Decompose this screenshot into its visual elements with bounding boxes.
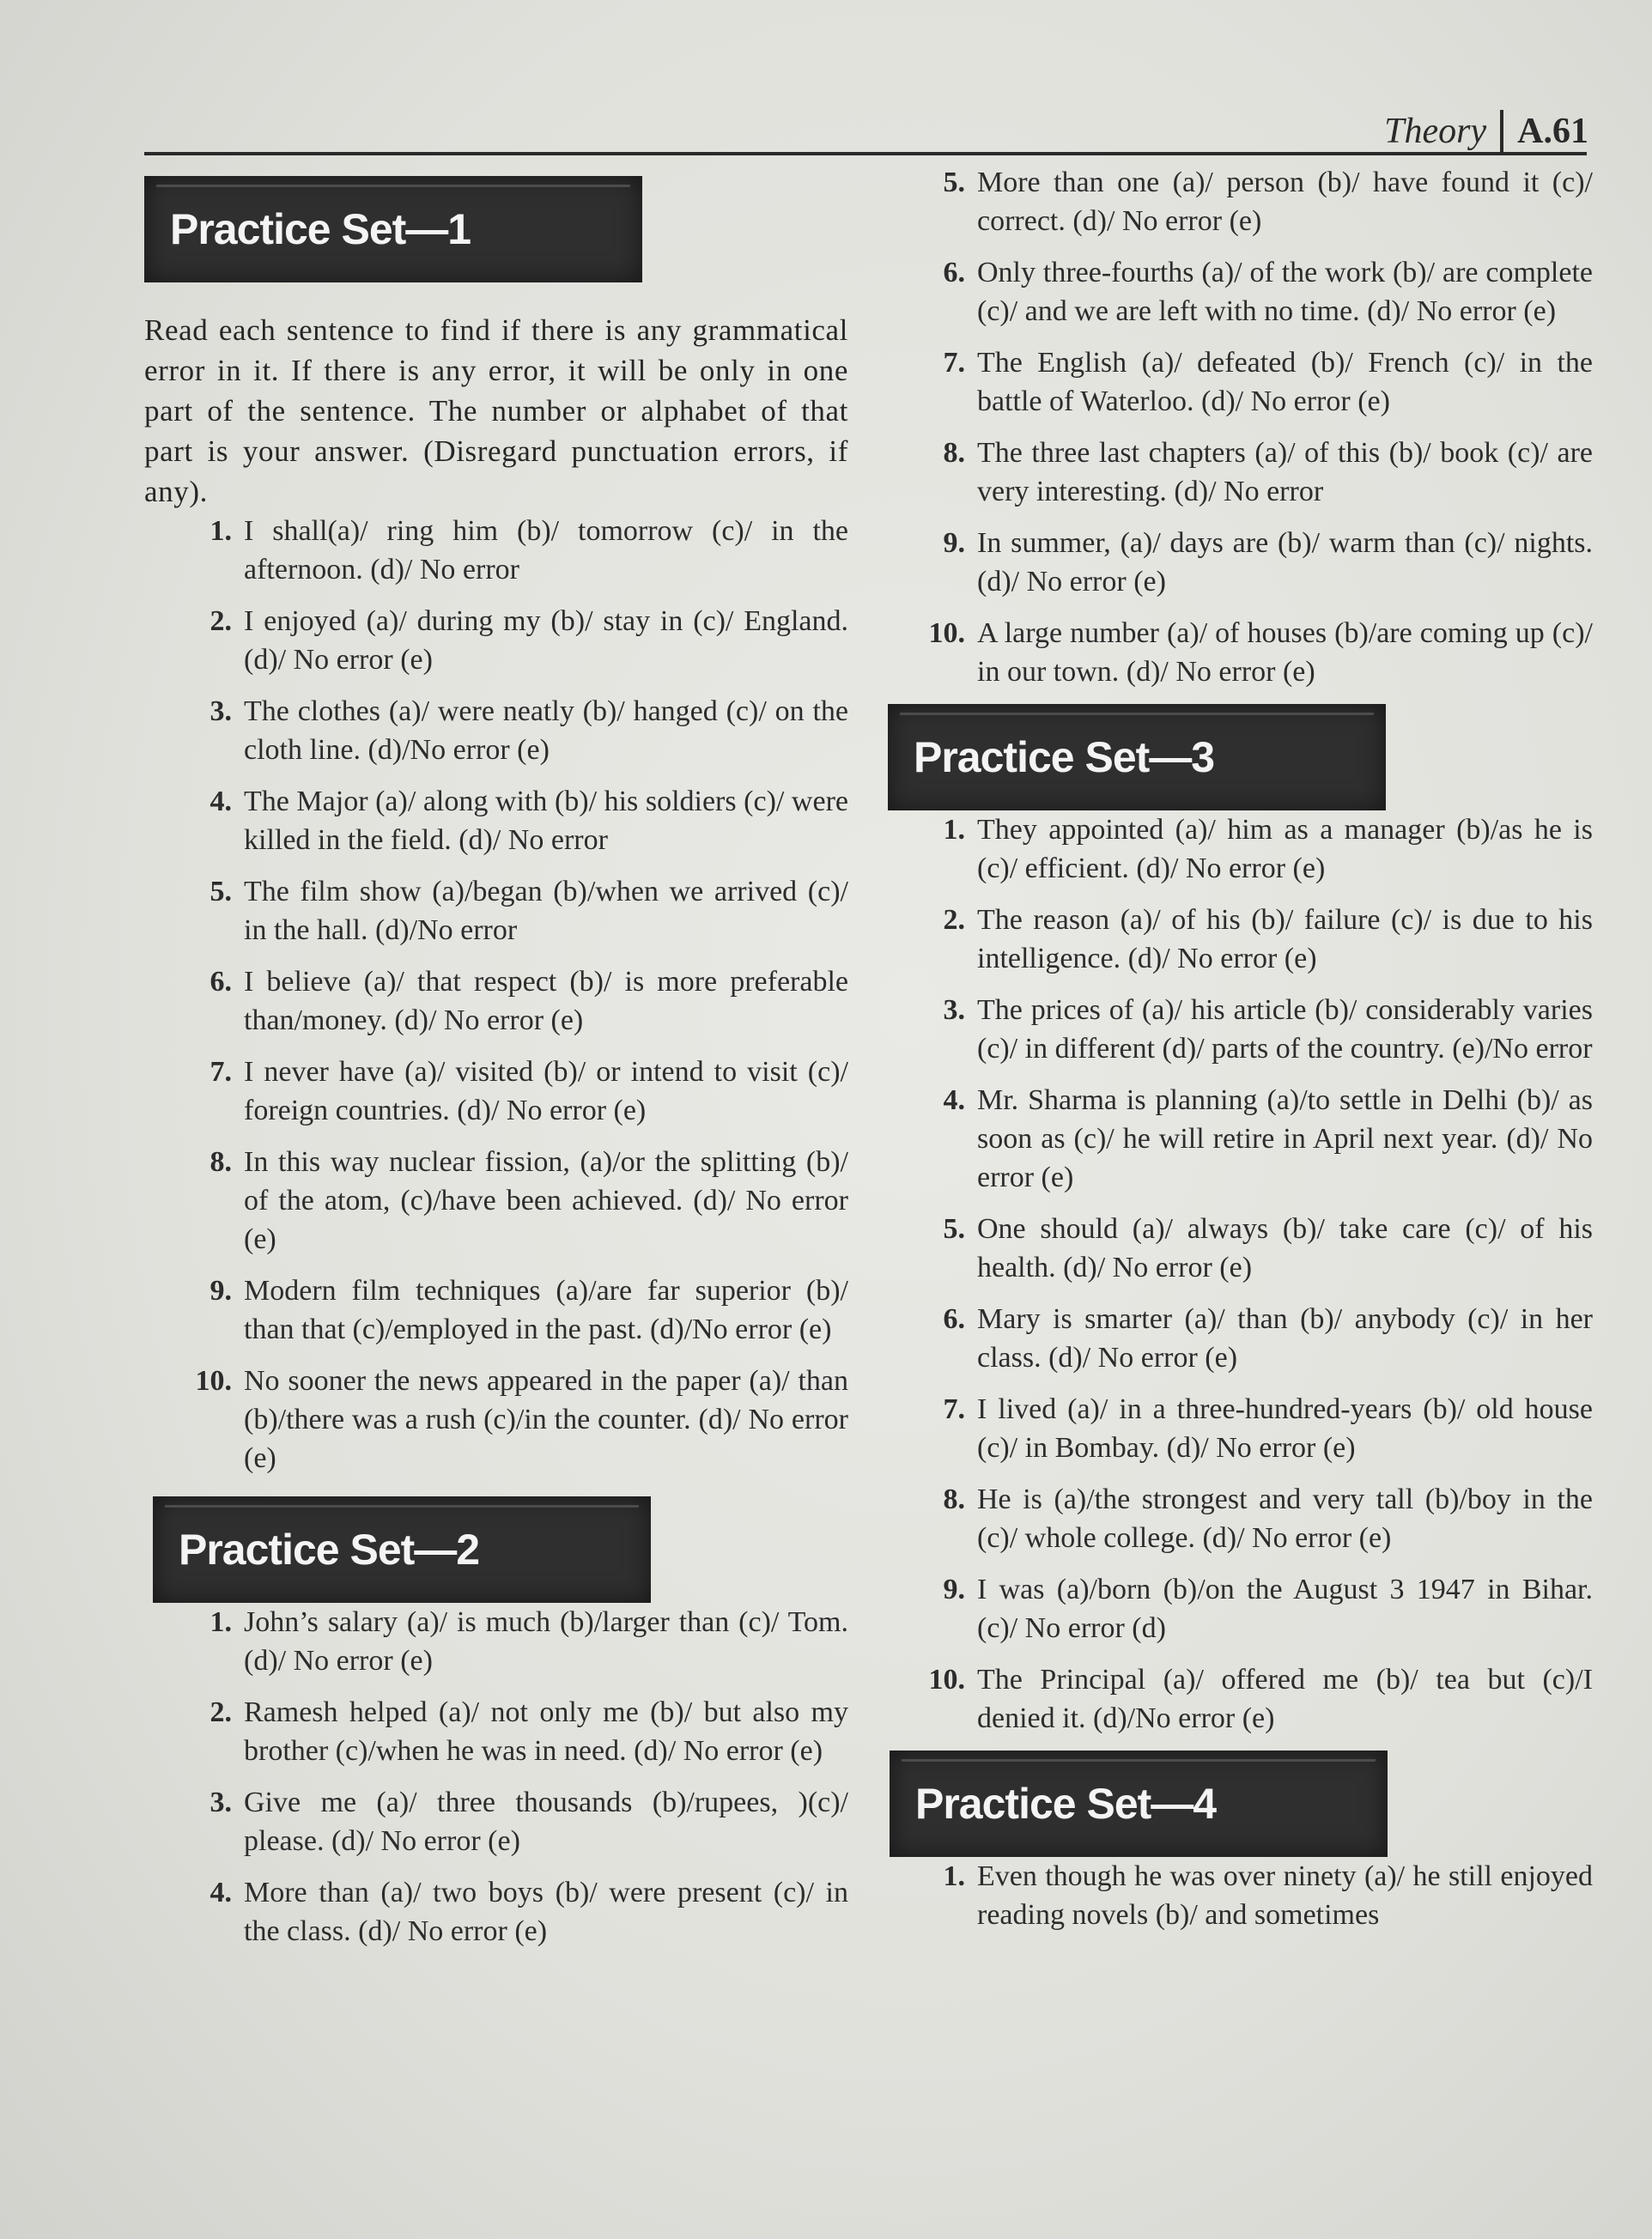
question-number: 3. (210, 1787, 232, 1818)
question-number: 3. (210, 695, 232, 727)
right-column (884, 163, 1593, 1947)
question-item (884, 614, 1593, 691)
question-number: 1. (943, 1860, 965, 1892)
question-item (884, 163, 1593, 240)
question-number: 7. (943, 1393, 965, 1425)
question-text: John’s salary (a)/ is much (b)/larger than (c)/ Tom. (d)/ No error (e) (244, 1606, 848, 1677)
question-text: The prices of (a)/ his article (b)/ considerably varies (c)/ in different (d)/ parts of the country. (e)/No error (977, 994, 1593, 1065)
question-number: 9. (943, 527, 965, 559)
practice-set-4-banner (890, 1751, 1388, 1857)
question-number: 7. (943, 347, 965, 379)
question-text: He is (a)/the strongest and very tall (b)/boy in the (c)/ whole college. (d)/ No error (e) (977, 1484, 1593, 1554)
question-number: 4. (943, 1084, 965, 1116)
question-text: They appointed (a)/ him as a manager (b)/as he is (c)/ efficient. (d)/ No error (e) (977, 814, 1593, 884)
question-item (884, 343, 1593, 421)
practice-set-1-title: Practice Set—1 (170, 205, 471, 253)
question-item (144, 1693, 848, 1770)
question-item (884, 1570, 1593, 1647)
question-text: One should (a)/ always (b)/ take care (c)/ of his health. (d)/ No error (e) (977, 1213, 1593, 1283)
question-item (144, 512, 848, 589)
question-item (144, 692, 848, 769)
question-item (144, 602, 848, 679)
question-number: 4. (210, 1877, 232, 1908)
practice-set-1-questions (144, 512, 848, 1477)
question-item (144, 1783, 848, 1860)
question-item (144, 962, 848, 1040)
question-number: 6. (943, 1303, 965, 1335)
question-text: No sooner the news appeared in the paper (a)/ than (b)/there was a rush (c)/in the counter. (d)/ No error (e) (244, 1365, 848, 1474)
question-item (144, 1873, 848, 1951)
question-text: A large number (a)/ of houses (b)/are coming up (c)/ in our town. (d)/ No error (e) (977, 617, 1593, 688)
question-number: 6. (210, 966, 232, 998)
question-text: I shall(a)/ ring him (b)/ tomorrow (c)/ in the afternoon. (d)/ No error (244, 515, 848, 586)
question-text: The Major (a)/ along with (b)/ his soldiers (c)/ were killed in the field. (d)/ No error (244, 786, 848, 856)
question-text: In summer, (a)/ days are (b)/ warm than (c)/ nights. (d)/ No error (e) (977, 527, 1593, 598)
question-number: 6. (943, 257, 965, 288)
question-item (144, 1271, 848, 1349)
question-text: Even though he was over ninety (a)/ he still enjoyed reading novels (b)/ and sometimes (977, 1860, 1593, 1931)
question-item (144, 782, 848, 859)
page-number: A.61 (1517, 112, 1588, 151)
question-item (884, 991, 1593, 1068)
question-number: 7. (210, 1056, 232, 1088)
question-number: 10. (928, 617, 965, 649)
question-text: The Principal (a)/ offered me (b)/ tea but (c)/I denied it. (d)/No error (e) (977, 1664, 1593, 1734)
question-text: The three last chapters (a)/ of this (b)/ book (c)/ are very interesting. (d)/ No error (977, 437, 1593, 507)
question-item (884, 1081, 1593, 1197)
practice-set-3-questions (884, 810, 1593, 1738)
question-item (884, 434, 1593, 511)
question-text: I never have (a)/ visited (b)/ or intend to visit (c)/ foreign countries. (d)/ No error (e) (244, 1056, 848, 1126)
question-item (884, 901, 1593, 978)
question-text: I was (a)/born (b)/on the August 3 1947 in Bihar. (c)/ No error (d) (977, 1574, 1593, 1644)
question-text: Modern film techniques (a)/are far superior (b)/ than that (c)/employed in the past. (d)/No error (e) (244, 1275, 848, 1345)
question-number: 2. (210, 605, 232, 637)
question-number: 9. (210, 1275, 232, 1307)
question-item (884, 1660, 1593, 1738)
question-item (884, 524, 1593, 601)
question-text: The reason (a)/ of his (b)/ failure (c)/ is due to his intelligence. (d)/ No error (e) (977, 904, 1593, 974)
question-text: Only three-fourths (a)/ of the work (b)/ are complete (c)/ and we are left with no time. (d)/ No error (e) (977, 257, 1593, 327)
question-number: 8. (210, 1146, 232, 1178)
practice-set-2-title: Practice Set—2 (179, 1526, 480, 1574)
question-text: More than one (a)/ person (b)/ have found it (c)/ correct. (d)/ No error (e) (977, 167, 1593, 237)
practice-set-4-questions (884, 1857, 1593, 1934)
question-text: I believe (a)/ that respect (b)/ is more preferable than/money. (d)/ No error (e) (244, 966, 848, 1036)
question-number: 5. (210, 876, 232, 907)
practice-set-4-title: Practice Set—4 (915, 1780, 1217, 1828)
question-number: 1. (210, 1606, 232, 1638)
instructions: Read each sentence to find if there is any grammatical error in it. If there is any error, it will be only in one part of the sentence. The number or alphabet of that part is your answer. (Disregard punctuation errors, if any). (144, 313, 848, 508)
header-divider (1500, 110, 1503, 153)
question-text: In this way nuclear fission, (a)/or the splitting (b)/ of the atom, (c)/have been achieved. (d)/ No error (e) (244, 1146, 848, 1255)
question-item (144, 1053, 848, 1130)
header-rule (144, 152, 1587, 155)
question-number: 9. (943, 1574, 965, 1605)
question-text: The film show (a)/began (b)/when we arrived (c)/ in the hall. (d)/No error (244, 876, 848, 946)
question-number: 1. (943, 814, 965, 846)
question-number: 2. (943, 904, 965, 936)
question-item (884, 1210, 1593, 1287)
question-item (884, 1390, 1593, 1467)
question-number: 10. (195, 1365, 232, 1397)
left-column (144, 176, 848, 1963)
question-text: The English (a)/ defeated (b)/ French (c)/ in the battle of Waterloo. (d)/ No error (e) (977, 347, 1593, 417)
question-item (144, 1143, 848, 1259)
question-text: Mary is smarter (a)/ than (b)/ anybody (c)/ in her class. (d)/ No error (e) (977, 1303, 1593, 1374)
question-item (144, 872, 848, 950)
question-item (884, 1857, 1593, 1934)
question-item (144, 1603, 848, 1680)
question-number: 5. (943, 167, 965, 198)
question-number: 4. (210, 786, 232, 817)
question-item (884, 1300, 1593, 1377)
question-number: 8. (943, 1484, 965, 1515)
question-text: Give me (a)/ three thousands (b)/rupees, )(c)/ please. (d)/ No error (e) (244, 1787, 848, 1857)
question-number: 2. (210, 1696, 232, 1728)
question-text: Ramesh helped (a)/ not only me (b)/ but also my brother (c)/when he was in need. (d)/ No error (e) (244, 1696, 848, 1767)
practice-set-2-questions-part-2 (884, 163, 1593, 691)
question-number: 1. (210, 515, 232, 547)
practice-set-2-questions-part-1 (144, 1603, 848, 1951)
question-item (884, 1480, 1593, 1557)
question-number: 10. (928, 1664, 965, 1696)
question-text: I enjoyed (a)/ during my (b)/ stay in (c)/ England. (d)/ No error (e) (244, 605, 848, 676)
question-number: 5. (943, 1213, 965, 1245)
practice-set-3-banner (888, 704, 1386, 810)
question-text: Mr. Sharma is planning (a)/to settle in Delhi (b)/ as soon as (c)/ he will retire in April next year. (d)/ No error (e) (977, 1084, 1593, 1193)
question-item (884, 253, 1593, 331)
question-number: 3. (943, 994, 965, 1026)
question-text: I lived (a)/ in a three-hundred-years (b)/ old house (c)/ in Bombay. (d)/ No error (e) (977, 1393, 1593, 1464)
practice-set-1-banner (144, 176, 642, 282)
question-item (144, 1362, 848, 1477)
question-text: The clothes (a)/ were neatly (b)/ hanged (c)/ on the cloth line. (d)/No error (e) (244, 695, 848, 766)
practice-set-3-title: Practice Set—3 (914, 733, 1215, 781)
practice-set-2-banner (153, 1496, 651, 1603)
question-text: More than (a)/ two boys (b)/ were present (c)/ in the class. (d)/ No error (e) (244, 1877, 848, 1947)
question-item (884, 810, 1593, 888)
section-name: Theory (1384, 112, 1487, 151)
question-number: 8. (943, 437, 965, 469)
